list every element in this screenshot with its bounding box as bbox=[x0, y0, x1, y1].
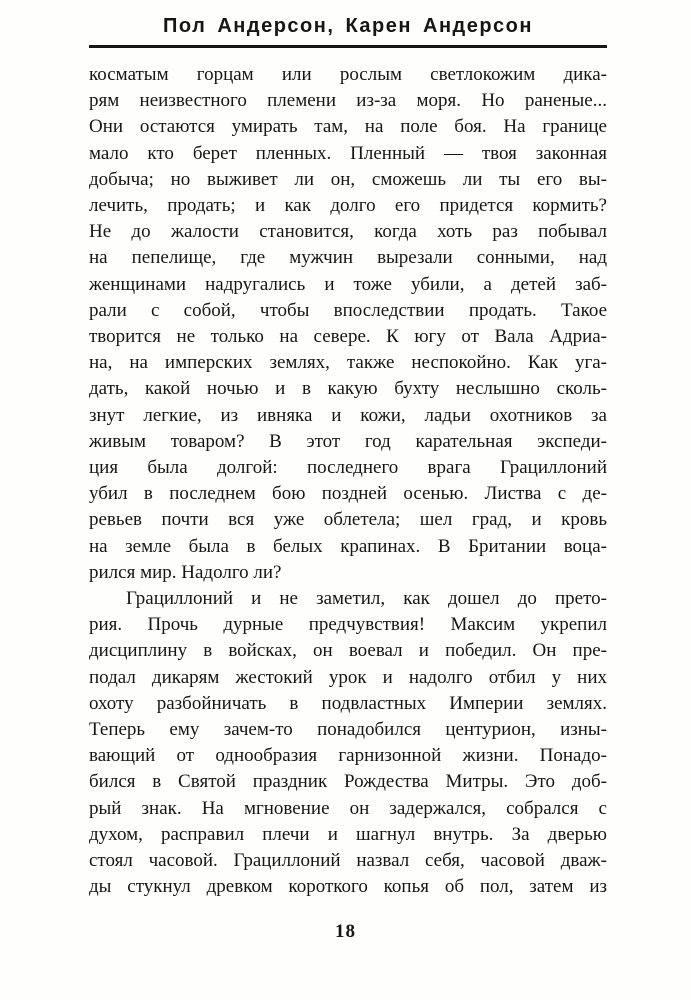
text-line: рия. Прочь дурные предчувствия! Максим укрепил bbox=[89, 614, 607, 636]
text-line: рям неизвестного племени из-за моря. Но раненые... bbox=[89, 90, 607, 112]
text-line: добыча; но выживет ли он, сможешь ли ты его вы- bbox=[89, 168, 607, 190]
text-line: вающий от однообразия гарнизонной жизни. Понадо- bbox=[89, 745, 607, 767]
text-line: знут легкие, из ивняка и кожи, ладьи охотников за bbox=[89, 404, 607, 426]
text-line: дать, какой ночью и в какую бухту неслышно сколь- bbox=[89, 378, 607, 400]
header-rule bbox=[89, 45, 607, 48]
text-line: косматым горцам или рослым светлокожим дика- bbox=[89, 64, 607, 85]
text-line: мало кто берет пленных. Пленный — твоя законная bbox=[89, 142, 607, 164]
text-line: творится не только на севере. К югу от Вала Адриа- bbox=[89, 326, 607, 348]
text-line: лечить, продать; и как долго его придется кормить? bbox=[89, 195, 607, 217]
text-line: дисциплину в войсках, он воевал и победил. Он пре- bbox=[89, 640, 607, 662]
text-line: на, на имперских землях, также неспокойно. Как уга- bbox=[89, 352, 607, 374]
text-line: духом, расправил плечи и шагнул внутрь. За дверью bbox=[89, 823, 607, 845]
text-line: на земле была в белых крапинах. В Британии воца- bbox=[89, 535, 607, 557]
page-number: 18 bbox=[335, 921, 356, 942]
page-footer bbox=[0, 921, 691, 943]
text-line: Не до жалости становится, когда хоть раз побывал bbox=[89, 221, 607, 243]
text-line: охоту разбойничать в подвластных Империи землях. bbox=[89, 692, 607, 714]
text-line: живым товаром? В этот год карательная экспеди- bbox=[89, 430, 607, 452]
paragraph bbox=[89, 62, 607, 586]
text-line: рый знак. На мгновение он задержался, собрался с bbox=[89, 797, 607, 819]
text-line: на пепелище, где мужчин вырезали сонными, над bbox=[89, 247, 607, 269]
text-line: Они остаются умирать там, на поле боя. На границе bbox=[89, 116, 607, 138]
text-line: женщинами надругались и тоже убили, а детей заб- bbox=[89, 273, 607, 295]
text-line: ция была долгой: последнего врага Грациллоний bbox=[89, 457, 607, 479]
body-text bbox=[89, 62, 607, 901]
page-header bbox=[89, 15, 607, 48]
text-line: подал дикарям жестокий урок и надолго отбил у них bbox=[89, 666, 607, 688]
text-line: ревьев почти вся уже облетела; шел град, и кровь bbox=[89, 509, 607, 531]
running-title: Пол Андерсон, Карен Андерсон bbox=[163, 15, 533, 37]
text-line: рали с собой, чтобы впоследствии продать. Такое bbox=[89, 299, 607, 321]
text-line: убил в последнем бою поздней осенью. Листва с де- bbox=[89, 483, 607, 505]
text-line: Грациллоний и не заметил, как дошел до прето- bbox=[126, 588, 607, 610]
text-line: Теперь ему зачем-то понадобился центурион, изны- bbox=[89, 719, 607, 741]
text-line: стоял часовой. Грациллоний назвал себя, часовой дваж- bbox=[89, 850, 607, 872]
text-line: рился мир. Надолго ли? bbox=[89, 561, 282, 583]
paragraph bbox=[89, 586, 607, 900]
text-line: ды стукнул древком короткого копья об пол, затем из bbox=[89, 876, 607, 898]
text-line: бился в Святой праздник Рождества Митры. Это доб- bbox=[89, 771, 607, 793]
